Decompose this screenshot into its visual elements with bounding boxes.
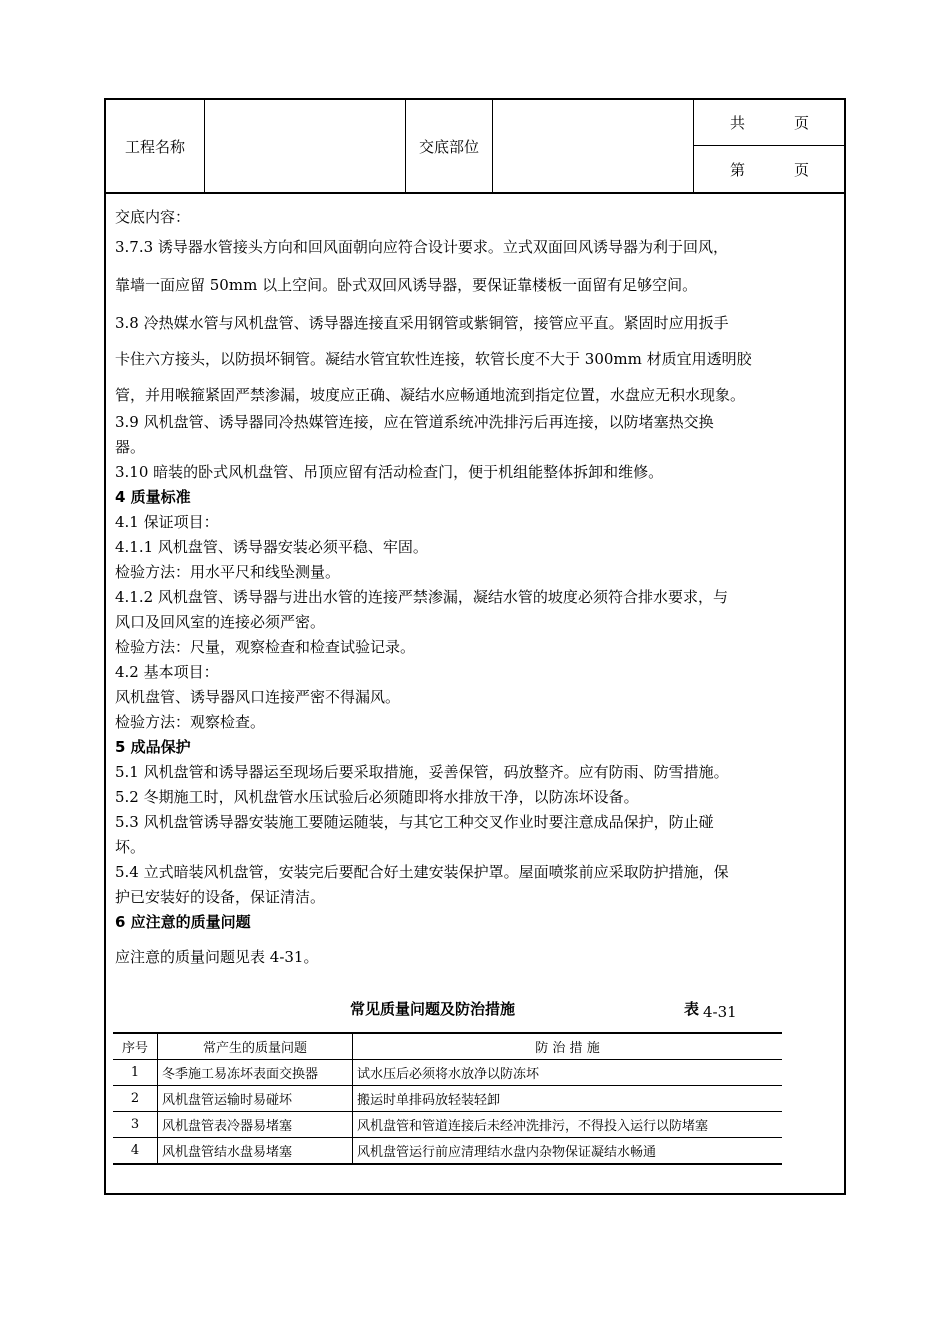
page-number-unit: 页 bbox=[793, 160, 809, 179]
content-line: 4.1.2 风机盘管、诱导器与进出水管的连接严禁渗漏，凝结水管的坡度必须符合排水要求，与 bbox=[115, 588, 728, 606]
table-row bbox=[113, 1138, 782, 1165]
total-pages-label: 共 bbox=[730, 114, 746, 132]
project-name-value bbox=[205, 100, 406, 192]
header-divider bbox=[106, 192, 844, 194]
content-line: 3.8 冷热媒水管与风机盘管、诱导器连接直采用钢管或紫铜管，接管应平直。紧固时应用扳手 bbox=[115, 314, 729, 332]
cell-problem: 风机盘管表冷器易堵塞 bbox=[158, 1112, 353, 1138]
header-cell-problem: 常产生的质量问题 bbox=[158, 1033, 353, 1060]
content-line: 卡住六方接头，以防损坏铜管。凝结水管宜软性连接，软管长度不大于 300mm 材质宜用透明胶 bbox=[115, 350, 752, 368]
content-line: 4.1 保证项目： bbox=[115, 513, 219, 531]
form-header bbox=[106, 100, 844, 192]
table-label: 表 bbox=[684, 1000, 700, 1018]
table-caption: 常见质量问题及防治措施 bbox=[350, 1000, 516, 1018]
content-line: 检验方法：用水平尺和线坠测量。 bbox=[115, 563, 341, 581]
page-number-label: 第 bbox=[730, 160, 746, 179]
content-line: 4.1.1 风机盘管、诱导器安装必须平稳、牢固。 bbox=[115, 538, 428, 556]
table-row bbox=[113, 1112, 782, 1138]
content-line: 4.2 基本项目： bbox=[115, 663, 219, 681]
cell-measure: 搬运时单排码放轻装轻卸 bbox=[353, 1086, 783, 1112]
table-header-row bbox=[113, 1033, 782, 1060]
quality-problems-table bbox=[113, 1032, 782, 1165]
cell-problem: 风机盘管运输时易碰坏 bbox=[158, 1086, 353, 1112]
content-line: 检验方法：观察检查。 bbox=[115, 713, 266, 731]
content-line: 3.10 暗装的卧式风机盘管、吊顶应留有活动检查门，便于机组能整体拆卸和维修。 bbox=[115, 463, 664, 481]
table-row bbox=[113, 1060, 782, 1086]
cell-no: 3 bbox=[113, 1112, 158, 1138]
cell-no: 4 bbox=[113, 1138, 158, 1165]
cell-problem: 风机盘管结水盘易堵塞 bbox=[158, 1138, 353, 1165]
total-pages bbox=[694, 100, 844, 146]
total-pages-unit: 页 bbox=[793, 114, 809, 132]
part-value bbox=[493, 100, 694, 192]
cell-measure: 风机盘管运行前应清理结水盘内杂物保证凝结水畅通 bbox=[353, 1138, 783, 1165]
content-line: 5.4 立式暗装风机盘管，安装完后要配合好土建安装保护罩。屋面喷浆前应采取防护措施，保 bbox=[115, 863, 729, 881]
content-line: 器。 bbox=[115, 438, 146, 456]
content-line: 检验方法：尺量，观察检查和检查试验记录。 bbox=[115, 638, 416, 656]
cell-measure: 风机盘管和管道连接后未经冲洗排污，不得投入运行以防堵塞 bbox=[353, 1112, 783, 1138]
content-line: 3.7.3 诱导器水管接头方向和回风面朝向应符合设计要求。立式双面回风诱导器为利于回风， bbox=[115, 238, 728, 256]
cell-no: 1 bbox=[113, 1060, 158, 1086]
section-heading: 6 应注意的质量问题 bbox=[115, 913, 251, 931]
table-number: 4-31 bbox=[703, 1003, 737, 1021]
header-cell-measure: 防 治 措 施 bbox=[353, 1033, 783, 1060]
cell-measure: 试水压后必须将水放净以防冻坏 bbox=[353, 1060, 783, 1086]
section-heading: 5 成品保护 bbox=[115, 738, 191, 756]
page-number bbox=[694, 146, 844, 192]
cell-problem: 冬季施工易冻坏表面交换器 bbox=[158, 1060, 353, 1086]
cell-no: 2 bbox=[113, 1086, 158, 1112]
table-row bbox=[113, 1086, 782, 1112]
content-line: 坏。 bbox=[115, 838, 146, 856]
content-intro: 交底内容： bbox=[115, 208, 191, 226]
content-line: 管，并用喉箍紧固严禁渗漏，坡度应正确、凝结水应畅通地流到指定位置，水盘应无积水现象。 bbox=[115, 386, 746, 404]
content-line: 风口及回风室的连接必须严密。 bbox=[115, 613, 326, 631]
section-heading: 4 质量标准 bbox=[115, 488, 191, 506]
content-line: 靠墙一面应留 50mm 以上空间。卧式双回风诱导器，要保证靠楼板一面留有足够空间。 bbox=[115, 276, 698, 294]
content-line: 5.2 冬期施工时，风机盘管水压试验后必须随即将水排放干净，以防冻坏设备。 bbox=[115, 788, 639, 806]
content-line: 应注意的质量问题见表 4-31。 bbox=[115, 948, 319, 966]
part-label: 交底部位 bbox=[406, 100, 493, 192]
project-name-label: 工程名称 bbox=[106, 100, 205, 192]
content-line: 3.9 风机盘管、诱导器同冷热媒管连接，应在管道系统冲洗排污后再连接，以防堵塞热交换 bbox=[115, 413, 714, 431]
content-line: 护已安装好的设备，保证清洁。 bbox=[115, 888, 326, 906]
content-line: 5.3 风机盘管诱导器安装施工要随运随装，与其它工种交叉作业时要注意成品保护，防止碰 bbox=[115, 813, 714, 831]
content-line: 风机盘管、诱导器风口连接严密不得漏风。 bbox=[115, 688, 401, 706]
content-line: 5.1 风机盘管和诱导器运至现场后要采取措施，妥善保管，码放整齐。应有防雨、防雪措施。 bbox=[115, 763, 729, 781]
header-cell-no: 序号 bbox=[113, 1033, 158, 1060]
